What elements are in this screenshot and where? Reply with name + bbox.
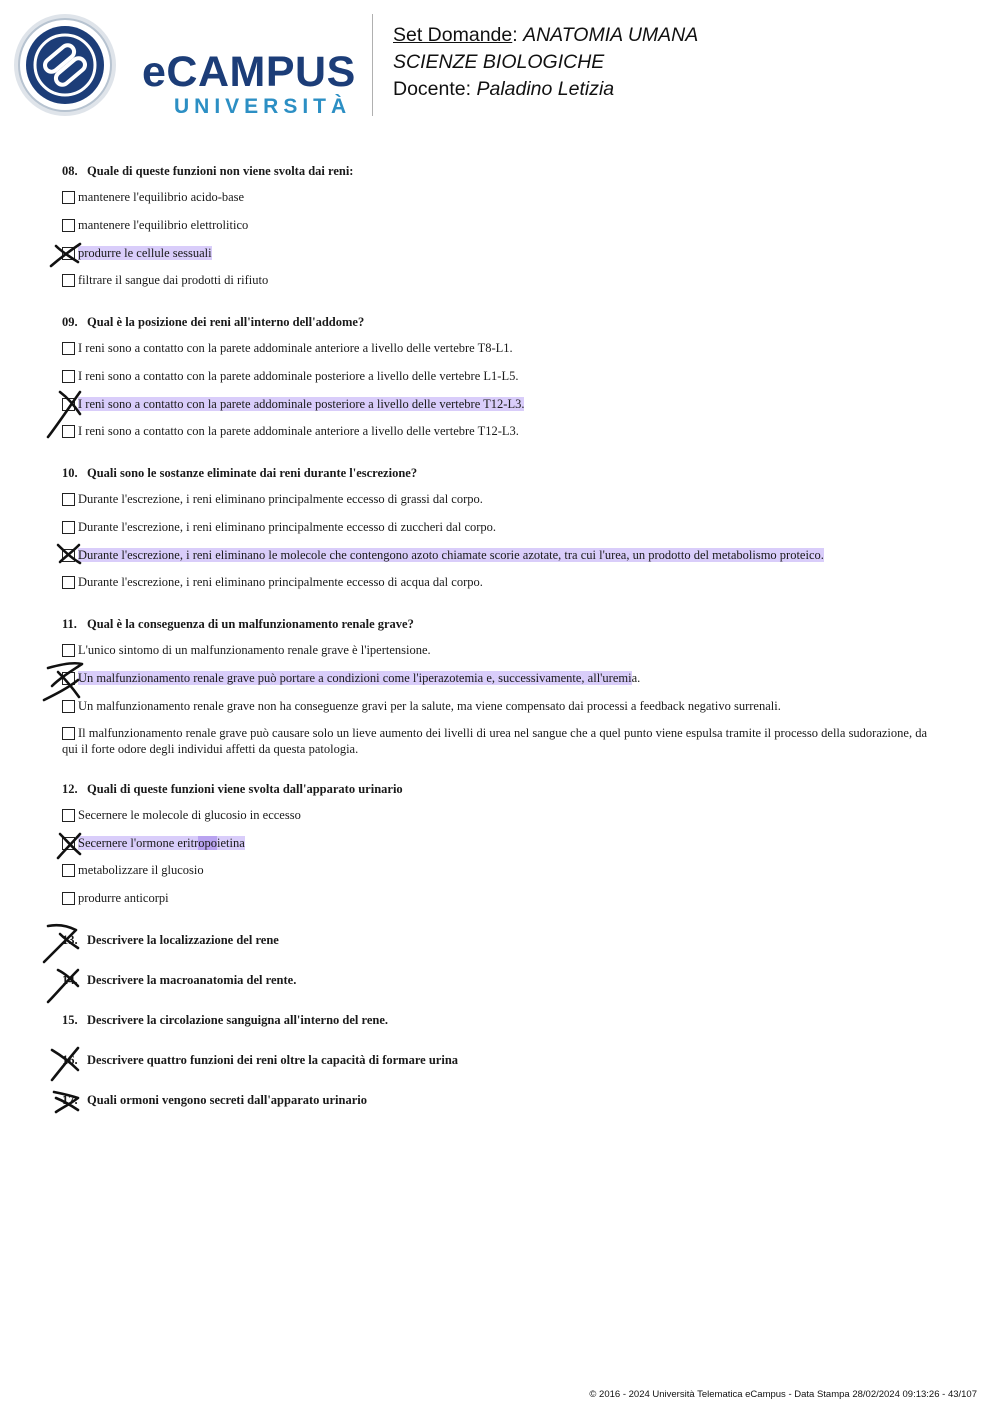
option-11-a[interactable] xyxy=(62,642,431,658)
checkbox[interactable] xyxy=(62,219,75,232)
question-08 xyxy=(62,164,353,179)
set-label: Set Domande xyxy=(393,24,513,46)
set-separator: : xyxy=(512,24,524,46)
ecampus-emblem-icon xyxy=(10,12,130,122)
option-text: mantenere l'equilibrio acido-base xyxy=(78,190,245,204)
ecampus-logo xyxy=(10,12,360,122)
checkbox[interactable] xyxy=(62,644,75,657)
question-number: 13. xyxy=(62,933,78,947)
option-11-c[interactable] xyxy=(62,698,781,714)
option-09-a[interactable] xyxy=(62,340,513,356)
option-text: mantenere l'equilibrio elettrolitico xyxy=(78,218,249,232)
option-08-d[interactable] xyxy=(62,272,268,288)
question-number: 09. xyxy=(62,315,78,329)
question-number: 17. xyxy=(62,1093,78,1107)
question-09 xyxy=(62,315,364,330)
checkbox[interactable] xyxy=(62,493,75,506)
option-09-c[interactable] xyxy=(62,396,524,412)
checkbox[interactable] xyxy=(62,370,75,383)
option-text: Durante l'escrezione, i reni eliminano principalmente eccesso di grassi dal corpo. xyxy=(78,492,483,506)
brand-subtitle: UNIVERSITÀ xyxy=(174,95,352,118)
degree-name: SCIENZE BIOLOGICHE xyxy=(393,51,605,73)
question-text: Quale di queste funzioni non viene svolta dai reni: xyxy=(87,164,354,178)
option-text: Un malfunzionamento renale grave non ha conseguenze gravi per la salute, ma viene compensato dai processi a feedback negativo surrenali. xyxy=(78,699,781,713)
question-10 xyxy=(62,466,417,481)
teacher-name: Paladino Letizia xyxy=(476,78,615,100)
option-08-b[interactable] xyxy=(62,217,248,233)
question-text: Descrivere la circolazione sanguigna all'interno del rene. xyxy=(87,1013,389,1027)
question-number: 14. xyxy=(62,973,78,987)
question-number: 16. xyxy=(62,1053,78,1067)
question-14 xyxy=(62,973,296,988)
option-text-highlighted-strong: opo xyxy=(198,836,217,850)
course-name: ANATOMIA UMANA xyxy=(523,24,699,46)
checkbox[interactable] xyxy=(62,398,75,411)
question-text: Descrivere la localizzazione del rene xyxy=(87,933,279,947)
question-text: Quali di queste funzioni viene svolta dall'apparato urinario xyxy=(87,782,403,796)
option-text-highlighted: Durante l'escrezione, i reni eliminano le molecole che contengono azoto chiamate scorie azotate, tra cui l'urea, un prodotto del metabolismo proteico. xyxy=(78,548,824,562)
option-11-b[interactable] xyxy=(62,670,640,686)
option-10-c[interactable] xyxy=(62,547,824,563)
question-number: 10. xyxy=(62,466,78,480)
question-11 xyxy=(62,617,414,632)
checkbox[interactable] xyxy=(62,864,75,877)
option-08-a[interactable] xyxy=(62,189,244,205)
option-11-d[interactable] xyxy=(62,725,932,757)
option-text-highlighted: ietina xyxy=(217,836,245,850)
checkbox[interactable] xyxy=(62,247,75,260)
option-text-highlighted: Secernere l'ormone eritr xyxy=(78,836,199,850)
question-13 xyxy=(62,933,279,948)
question-text: Quali sono le sostanze eliminate dai reni durante l'escrezione? xyxy=(87,466,418,480)
option-text-highlighted: Un malfunzionamento renale grave può portare a condizioni come l'iperazotemia e, successivamente, all'uremi xyxy=(78,671,632,685)
checkbox[interactable] xyxy=(62,727,75,740)
option-12-a[interactable] xyxy=(62,807,301,823)
question-number: 11. xyxy=(62,617,77,631)
option-text-highlighted: produrre le cellule sessuali xyxy=(78,246,212,260)
question-17 xyxy=(62,1093,367,1108)
checkbox[interactable] xyxy=(62,892,75,905)
page-footer: © 2016 - 2024 Università Telematica eCampus - Data Stampa 28/02/2024 09:13:26 - 43/107 xyxy=(589,1389,977,1400)
question-number: 12. xyxy=(62,782,78,796)
option-10-a[interactable] xyxy=(62,491,483,507)
option-text: Durante l'escrezione, i reni eliminano principalmente eccesso di zuccheri dal corpo. xyxy=(78,520,497,534)
option-text-highlighted: I reni sono a contatto con la parete addominale posteriore a livello delle vertebre T12-L3. xyxy=(78,397,525,411)
question-text: Qual è la posizione dei reni all'interno dell'addome? xyxy=(87,315,365,329)
question-text: Quali ormoni vengono secreti dall'apparato urinario xyxy=(87,1093,367,1107)
question-text: Descrivere quattro funzioni dei reni oltre la capacità di formare urina xyxy=(87,1053,459,1067)
header-info xyxy=(393,22,698,103)
checkbox[interactable] xyxy=(62,549,75,562)
option-10-d[interactable] xyxy=(62,574,483,590)
option-text: L'unico sintomo di un malfunzionamento renale grave è l'ipertensione. xyxy=(78,643,431,657)
question-15 xyxy=(62,1013,388,1028)
checkbox[interactable] xyxy=(62,274,75,287)
option-12-b[interactable] xyxy=(62,835,245,851)
option-text: I reni sono a contatto con la parete addominale anteriore a livello delle vertebre T8-L1. xyxy=(78,341,513,355)
brand-name: eCAMPUS xyxy=(142,48,356,96)
option-12-d[interactable] xyxy=(62,890,169,906)
question-16 xyxy=(62,1053,458,1068)
option-text: I reni sono a contatto con la parete addominale posteriore a livello delle vertebre L1-L5. xyxy=(78,369,519,383)
option-12-c[interactable] xyxy=(62,862,204,878)
header-divider xyxy=(372,14,373,116)
brand-wordmark xyxy=(142,50,356,120)
option-text-tail: a. xyxy=(631,671,641,685)
option-09-d[interactable] xyxy=(62,423,519,439)
option-10-b[interactable] xyxy=(62,519,496,535)
checkbox[interactable] xyxy=(62,425,75,438)
checkbox[interactable] xyxy=(62,521,75,534)
question-number: 15. xyxy=(62,1013,78,1027)
checkbox[interactable] xyxy=(62,809,75,822)
checkbox[interactable] xyxy=(62,837,75,850)
option-09-b[interactable] xyxy=(62,368,518,384)
checkbox[interactable] xyxy=(62,342,75,355)
option-text: Durante l'escrezione, i reni eliminano principalmente eccesso di acqua dal corpo. xyxy=(78,575,483,589)
option-text: Il malfunzionamento renale grave può causare solo un lieve aumento dei livelli di urea nel sangue che a quel punto viene espulsa tramite il processo della sudorazione, da qui il forte odore degli individui affetti da questa patologia. xyxy=(62,726,928,756)
option-text: I reni sono a contatto con la parete addominale anteriore a livello delle vertebre T12-L3. xyxy=(78,424,519,438)
option-text: Secernere le molecole di glucosio in eccesso xyxy=(78,808,301,822)
option-08-c[interactable] xyxy=(62,245,212,261)
teacher-label: Docente: xyxy=(393,78,477,100)
question-number: 08. xyxy=(62,164,78,178)
option-text: metabolizzare il glucosio xyxy=(78,863,204,877)
question-12 xyxy=(62,782,403,797)
checkbox[interactable] xyxy=(62,191,75,204)
option-text: filtrare il sangue dai prodotti di rifiuto xyxy=(78,273,269,287)
checkbox[interactable] xyxy=(62,576,75,589)
question-text: Qual è la conseguenza di un malfunzionamento renale grave? xyxy=(87,617,414,631)
checkbox[interactable] xyxy=(62,700,75,713)
question-text: Descrivere la macroanatomia del rente. xyxy=(87,973,297,987)
option-text: produrre anticorpi xyxy=(78,891,169,905)
checkbox[interactable] xyxy=(62,672,75,685)
